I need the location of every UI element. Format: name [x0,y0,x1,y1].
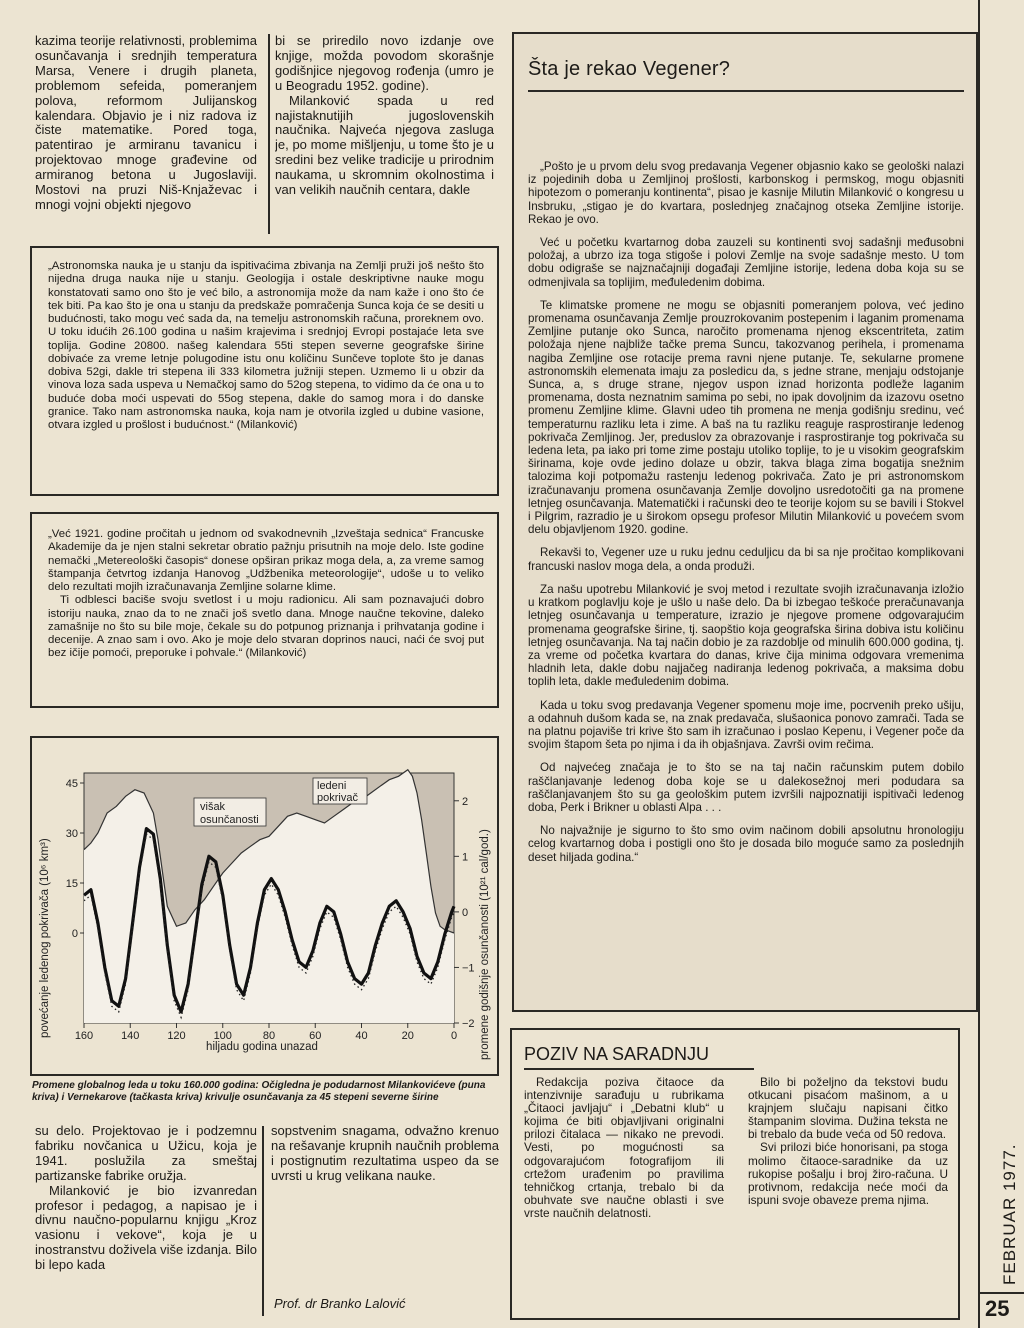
issue-date: FEBRUAR 1977. [1000,1143,1019,1285]
label-surplus-line1: višak [200,801,226,813]
poziv-col1 [524,1076,724,1312]
quote-box-astronomy [30,246,499,496]
y-right-tick-label: −1 [462,962,475,975]
poziv-box [510,1028,960,1320]
x-tick-label: 80 [262,1030,276,1042]
page-number: 25 [985,1296,1010,1321]
y-right-tick-label: 1 [462,851,469,864]
article-paragraph: bi se priredilo novo izdanje ove knjige, možda povodom skorašnje godišnjice njegovog rođenja (umro je u Beogradu 1952. godine). [275,34,494,93]
label-surplus-line2: osunčanosti [200,814,259,826]
label-ice-line2: pokrivač [317,792,358,804]
x-tick-label: 140 [121,1030,140,1042]
poziv-col2 [748,1076,948,1312]
y-left-tick-label: 0 [71,928,78,940]
column-divider [262,1126,264,1316]
title-rule [528,90,964,92]
x-tick-label: 0 [450,1030,458,1042]
article-paragraph: su delo. Projektovao je i podzemnu fabriku novčanica u Užicu, koja je 1941. poslužila za smeštaj partizanske fabrike oružja. [35,1124,257,1183]
vegener-box [512,32,978,1012]
poziv-paragraph: Svi prilozi biće honorisani, pa stoga molimo čitaoce-saradnike da uz rukopise pošalju i broj žiro-računa. U protivnom, redakcija neće moći da ispuni svoje obaveze prema njima. [748,1140,948,1207]
vegener-paragraph: „Pošto je u prvom delu svog predavanja Vegener objasnio kako se geološki nalazi iz pojedinih doba u Zemljinoj prošlosti, karbonskog i permskog, mogu objasniti hipotezom o pomeranju kontinenta“, pisao je kasnije Milutin Milanković o kongresu u Insbruku, „stigao je do kvartara, poslednjeg značajnog otseka Zemljine istorije. Rekao je ovo. [528,160,964,226]
vegener-paragraph: No najvažnije je sigurno to što smo ovim načinom dobili apsolutnu hronologiju celog kvartarnog doba i postigli ono što je dosada bilo moguće samo za poslednjih deset hiljada godina.“ [528,824,964,864]
y-left-tick-label: 30 [65,828,78,840]
page-number-rule [980,1292,1024,1294]
vegener-paragraph: Kada u toku svog predavanja Vegener spomenu moje ime, pocrvenih preko ušiju, a odahnuh dušom kada se, na znak predavača, slušaonica ponovo zamrači. Tada se na platnu pojaviše tri krive što sam ih izračunao i poslao Kepenu, i Vegener poče da svojim štapom šeta po njima i da ih objašnjava. Završi ovim rečima. [528,698,964,752]
figure-caption: Promene globalnog leda u toku 160.000 godina: Očigledna je podudarnost Milankovićeve (puna kriva) i Vernekarove (tačkasta kriva) krivulje osunčavanja za 45 stepeni severne širine [32,1080,486,1103]
chart-ylabel-right: promene godišnje osunčanosti (10²¹ cal/god.) [479,829,491,1060]
article-col2-bottom [271,1124,499,1244]
article-paragraph: Milanković je bio izvanredan profesor i pedagog, a napisao je i divnu naučno-popularnu knjigu „Kroz vasionu i vekove“, koja je u inostranstvu doživela više izdanja. Bilo bi lepo kada [35,1182,257,1273]
chart-ylabel-left: povećanje ledenog pokrivača (10⁶ km³) [39,838,51,1038]
article-paragraph: sopstvenim snagama, odvažno krenuo na rešavanje krupnih naučnih problema i postignutim rezultatima uspeo da se uvrsti u krug velikana nauke. [271,1124,499,1183]
vegener-paragraph: Od najvećeg značaja je to što se na taj način računskim putem dobilo raščlanjavanje ledenog doba koje se u dalekosežnoj meri podudara sa raščlanjavanjem što su ga geološkim putem izvršili najpoznatiji ispitivači ledenog doba, Perk i Brikner u oblasti Alpa . . . [528,761,964,814]
quote-paragraph: „Astronomska nauka je u stanju da ispitivaćima zbivanja na Zemlji pruži još nešto što nijedna druga nauka nije u stanju. Geologija i ostale deskriptivne nauke mogu konstatovati samo ono što je već bilo, a astronomija može da nam kaže i ono što će tek biti. Pa kao što je ona u stanju da predskaže pomračenja Sunca koja će se desiti u budućnosti, tako mogu već sada da, na temelju astronomskih računa, proreknem ovo. U toku idućih 26.100 godina u našim krajevima i srednjoj Evropi postajaće leta sve toplija. Godine 20800. našeg kalendara 55ti stepen severne geografske širine dobivaće za vreme letnje polugodine istu onu količinu Sunčeve toplote što je danas dobiva 52gi, dakle tri stepena ili 333 kilometra južniji stepen. Uzmemo li u obzir da vinova loza sada uspeva u Nemačkoj samo do 52og stepena, to vidimo da će ona u to buduće doba moći uspevati do 55og stepena, dakle do samog mora i do danske granice. Tako nam astronomska nauka, koja nam je otvorila izgled u dubine vasione, otvara izgled u prošlost i budućnost.“ (Milanković) [48,260,484,431]
x-tick-label: 100 [213,1030,232,1042]
y-right-tick-label: −2 [462,1018,475,1030]
vegener-paragraph: Rekavši to, Vegener uze u ruku jednu ceduljicu da bi sa nje pročitao komplikovani francuski naslov moga dela, a onda produži. [528,546,964,573]
y-left-tick-label: 45 [65,778,78,790]
quote-paragraph: „Već 1921. godine pročitah u jednom od svakodnevnih „Izveštaja sednica“ Francuske Akademije da je njen stalni sekretar obratio pažnju prisutnih na moje delo. Iste godine nemački „Metereološki časopis“ donese opširan prikaz moga dela, a, za vreme samog štampanja četvrtog izdanja Hanovog „Udžbenika meteorologije“, udoše u to veliko delo rezultati mojih izračunavanja Zemljine solarne klime. [48,528,484,593]
quote-paragraph: Ti odblesci baciše svoju svetlost i u moju radionicu. Ali sam poznavajući dobro istoriju nauka, znao da to ne znači još svetlo dana. Mnoge naučne tekovine, daleko zamašnije no što su bile moje, čekale su do potpunog priznanja i prihvatanja godine i decenije. A znao sam i ovo. Ako je moje delo stvaran doprinos nauci, naći će svoj put bez ičije pomoći, preporuke i pohvale.“ (Milanković) [48,594,484,660]
y-right-tick-label: 2 [462,795,469,808]
article-paragraph: kazima teorije relativnosti, problemima osunčavanja i srednjih temperatura Marsa, Venere i drugih planeta, problemom sefeida, pomeranjem polova, reformom Julijanskog kalendara. Objavio je i niz radova iz čiste matematike. Pored toga, patentirao je armiranu tavanicu i projektovao mnoge građevine od armiranog betona u Jugoslaviji. Mostovi na pruzi Niš-Knjaževac i mnogi vojni objekti njegovo [35,34,257,212]
x-tick-label: 20 [401,1030,414,1042]
poziv-title-rule [524,1068,754,1070]
sidebar-rule [978,0,980,1328]
x-tick-label: 60 [309,1030,322,1042]
quote-text [48,528,484,704]
quote-text [48,260,484,488]
chart-box [30,736,499,1076]
author-signature: Prof. dr Branko Lalović [274,1296,406,1311]
article-col2-top [275,34,494,242]
y-right-tick-label: 0 [462,906,469,919]
column-divider [268,34,270,234]
vegener-text [528,160,964,1002]
x-tick-label: 120 [167,1030,186,1042]
article-col1-bottom [35,1124,257,1320]
poziv-paragraph: Redakcija poziva čitaoce da intenzivnije sarađuju u rubrikama „Čitaoci javljaju“ i „Debatni klub“ u kojima će biti objavljivani originalni prilozi čitalaca — nikako ne prevodi. Vesti, po mogućnosti sa odgovarajućom fotografijom ili crtežom urađenim po pravilima tehničkog crtanja, trebalo bi da obuhvate sve naučne oblasti i sve vrste naučnih delatnosti. [524,1076,724,1220]
poziv-title: POZIV NA SARADNJU [524,1044,710,1064]
article-col1-top [35,34,257,242]
vegener-paragraph: Te klimatske promene ne mogu se objasniti pomeranjem polova, već jedino promenama osunčavanja Zemlje prouzrokovanim postepenim i laganim promenama Zemljine putanje oko Sunca, naročito promenama njenog ekscentriteta, zatim položaja njene najbliže tačke prema Suncu, takozvanog perihela, i promenama nagiba Zemljine ose rotacije prema ravni njene putanje. Te, sekularne promene astronomskih elemenata imaju za posledicu da, s jedne strane, menjaju odstojanje Sunca, a, s druge strane, njegov uspon iznad horizonta podleže laganim promenama, dosta neznatnim samima po sebi, no ipak dovoljnim da izazovu osetno promenu Zemljine klime. Glavni udeo tih promena ne menja godišnju sredinu, već temperaturnu razliku leta i zime. A baš na tu razliku reaguje rasprostiranje ledenog pokrivača Zemljinog. Jer, preduslov za obrazovanje i rasprostiranje tog pokrivača su ledena leta, pa iako pri tome zime postaju utoliko toplije, to je u visokim geografskim širinama, koje ovde jedino dolaze u obzir, takva blaga zima bogatija snežnim talozima koji potpomažu rastenju ledenog pokrivača. Zato je pri astronomskom izračunavanju promena osunčavanja Zemlje dovoljno usredotočiti ga na promene letnjeg osunčavanja. Matematički i računski deo te teorije kojom su se bavili i Stokvel i Pilgrim, razradio je u širokom opsegu profesor Milutin Milanković u povećem svom delu objavljenom 1920. godine. [528,298,964,537]
quote-box-recognition [30,512,499,708]
y-left-tick-label: 15 [65,878,78,890]
article-paragraph: Milanković spada u red najistaknutijih jugoslovenskih naučnika. Najveća njegova zasluga je, po mome mišljenju, u tome što je u sredini bez velike tradicije u prirodnim naukama, u skromnim okolnostima i van velikih naučnih centara, dakle [275,92,494,198]
vegener-paragraph: Već u početku kvartarnog doba zauzeli su kontinenti svoj sadašnji međusobni položaj, a ubrzo iza toga stigoše i polovi Zemlje na svoje sadašnje mesto. U tom dobu odigraše se najznačajniji događaji Zemljine istorije, ledena doba koja su se odmenjivala sa toplijim, međuledenim dobima. [528,236,964,289]
x-tick-label: 40 [355,1030,368,1042]
chart-xlabel: hiljadu godina unazad [206,1041,318,1053]
vegener-paragraph: Za našu upotrebu Milanković je svoj metod i rezultate svojih izračunavanja izložio u kratkom poglavlju koje je ušlo u naše delo. Da bi izbegao teškoće preračunavanja letnjeg osunčavanja u temperature, izrazio je njegove promene odgovarajućim promenama geografske širine, tj. saopštio koja geografska širina dobiva istu količinu letnjeg osunčavanja. Na taj način dobio je za razdoblje od minulih 600.000 godina, tj. za vreme od početka kvartara do danas, krive čija minima odgovara vremenima hladnih leta, dakle dobu najjačeg nadiranja ledenog pokrivača, a maksima dobu toplih leta, dakle međuledenim dobima. [528,582,964,689]
poziv-paragraph: Bilo bi poželjno da tekstovi budu otkucani pisaćom mašinom, a u krajnjem slučaju napisani čitko štampanim slovima. Dužina teksta ne bi trebalo da bude veća od 50 redova. [748,1076,948,1142]
label-ice-line1: ledeni [317,780,347,792]
ice-volume-chart [32,738,497,1074]
x-tick-label: 160 [74,1030,94,1042]
vegener-title: Šta je rekao Vegener? [528,58,731,80]
